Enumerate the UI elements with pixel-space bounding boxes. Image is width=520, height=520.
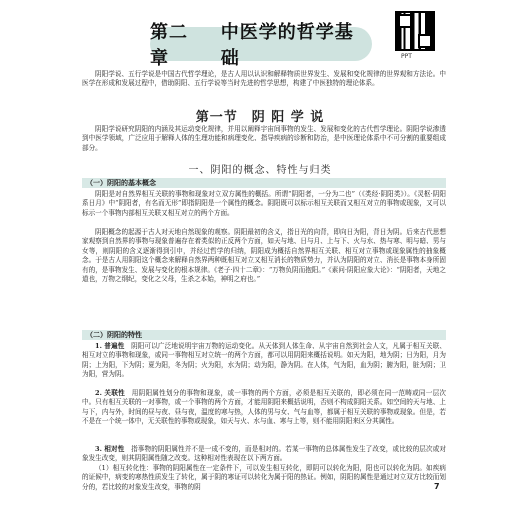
section-intro: 阴阳学说研究阴阳的内涵及其运动变化规律，并用以阐释宇宙间事物的发生、发展和变化的古代哲学理论。阴阳学说渗透到中医学领域，广泛应用于解释人体的生理功能和病理变化、指导疾病的诊断和防治，是中医理论体系中不可分割的重要组成部分。 — [82, 125, 446, 152]
subsection-title: 一、阴阳的概念、特性与归类 — [188, 165, 332, 176]
item2-text: 用阴阳属性划分的事物和现象，或一事物的两个方面，必须是相互关联的，即必须在同一范畴或同一层次中。只有相互关联的一对事物，或一个事物的两个方面，才能用阴阳来概括说明，否则不构成阴阳关系。如空间的天与地、上与下，内与外，时间的昼与夜、昼与夜，温度的寒与热，人体的男与女、气与血等，都属于相互关联的事物或现象。但是，若不是在一个统一体中，无关联性的事物或现象，如天与火、水与血、寒与上等，则不能用阴阳来区分其属性。 — [82, 389, 447, 426]
chapter-title: 中医学的哲学基础 — [220, 22, 354, 69]
intro-paragraph: 阴阳学说、五行学说是中国古代哲学理论，是古人用以认识和解释物质世界发生、发展和变化规律的世界观和方法论。中医学在形成和发展过程中，借助阴阳、五行学说等当时先进的哲学思想，构建了中医独特的理论体系。 — [82, 70, 446, 88]
part1-heading: （一）阴阳的基本概念 — [82, 178, 446, 188]
item1-text: 阴阳可以广泛地说明宇宙万物的运动变化。从天体到人体生命、从宇宙自然到社会人文，凡属于相互关联、相互对立的事物和现象，或同一事物相互对立统一的两个方面，都可以用阴阳来概括说明。如天为阳，地为阴；日为阳，月为阴；上为阳，下为阴；夏为阳，冬为阴；火为阳，水为阴；动为阳，静为阴。在人体，气为阳，血为阴；腑为阳，脏为阴；卫为阳，营为阴。 — [82, 342, 447, 379]
qr-code-icon[interactable] — [395, 11, 435, 51]
chapter-banner — [150, 22, 372, 69]
part2-heading: （二）阴阳的特性 — [82, 330, 446, 340]
part2-item-1 — [82, 342, 446, 380]
page-number: 7 — [434, 482, 440, 491]
part1-paragraph-2: 阴阳概念的起源于古人对天地自然现象的观察。阴阳最初的含义，指日光的向背，即向日为阳，背日为阴。后来古代思想家观察到自然界的事物与现象普遍存在着类似的正反两个方面，如天与地、日与月、上与下、火与水、热与寒、明与暗、男与女等，则阴阳的含义逐渐得到引申，并经过哲学的归纳，阴阳成为概括自然界相互关联、相互对立事物或现象属性的抽象概念。于是古人用阴阳这个概念来解释自然界两种既相互对立又相互消长的物质势力，并认为阴阳的对立、消长是事物本身所固有的，是事物发生、发展与变化的根本规律。《老子·四十二章》：“万物负阴而抱阳。”《素问·阴阳应象大论》：“阴阳者，天地之道也，万物之纲纪，变化之父母，生杀之本始，神明之府也。” — [82, 228, 446, 284]
item3-text: 指事物的阴阳属性并不是一成不变的，而是相对的。若某一事物的总体属性发生了改变，或比较的层次或对象发生改变，则其阴阳属性随之改变。这种相对性表现在以下两方面。 — [82, 445, 447, 463]
part1-paragraph-1: 阴阳是对自然界相互关联的事物和现象对立双方属性的概括。所谓“阴阳者，一分为二也”（《类经·阴阳类》）。《灵枢·阴阳系日月》中“阴阳者，有名而无形”即指阴阳是一个属性的概念。阴阳既可以标示相互关联而又相互对立的事物或现象，又可以标示一个事物内部相互关联又相互对立的两个方面。 — [82, 190, 446, 217]
part2-item-3-sub1: （1）相互转化性：事物的阴阳属性在一定条件下，可以发生相互转化，即阴可以转化为阳，阳也可以转化为阴。如疾病的证候中，病变的寒热性质发生了转化，属于阴的寒证可以转化为属于阳的热证。例如，阴阳的属性是通过对立双方比较而划分的，若比较的对象发生改变，事物的阴 — [82, 464, 446, 491]
part2-item-3 — [82, 445, 446, 464]
item1-lead: 1. 普遍性 — [95, 342, 125, 350]
part2-item-2 — [82, 389, 446, 427]
qr-label: PPT — [401, 53, 412, 60]
section-title: 第一节 阴 阳 学 说 — [195, 110, 325, 125]
item2-lead: 2. 关联性 — [95, 389, 125, 397]
chapter-number: 第二章 — [150, 22, 188, 69]
item3-lead: 3. 相对性 — [95, 445, 125, 453]
